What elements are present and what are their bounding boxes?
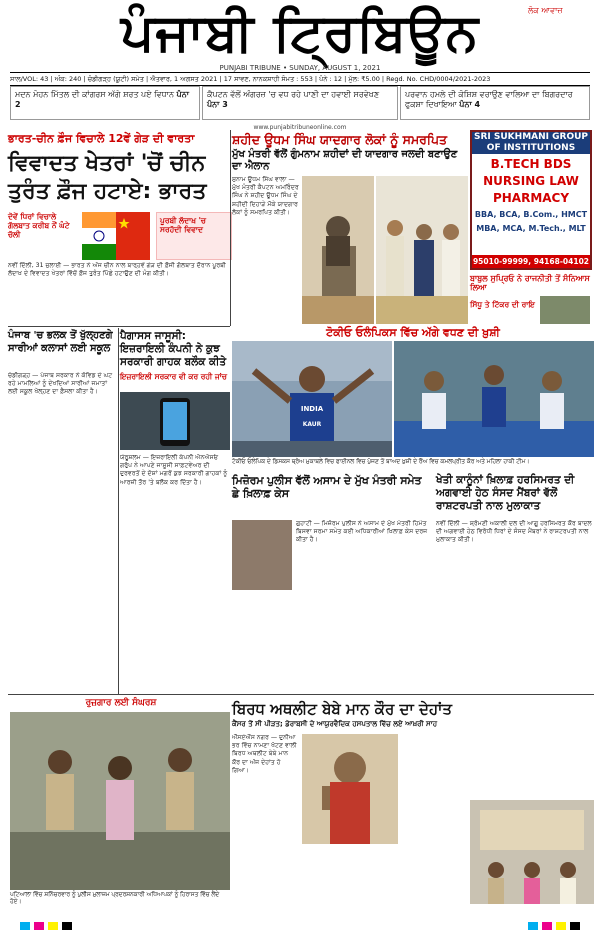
- teaser-3[interactable]: [400, 86, 590, 120]
- story4-headline[interactable]: ਪੈਗਾਸਸ ਜਾਸੂਸੀ: ਇਜ਼ਰਾਇਲੀ ਕੰਪਨੀ ਨੇ ਕੁਝ ਸਰਕਾਰੀ ਗਾਹਕ ਬਲੌਕ ਕੀਤੇ: [120, 330, 227, 368]
- website-url[interactable]: www.punjabitribuneonline.com: [253, 124, 347, 131]
- story8-headline[interactable]: ਬਿਰਧ ਅਥਲੀਟ ਬੇਬੇ ਮਾਨ ਕੌਰ ਦਾ ਦੇਹਾਂਤ: [232, 700, 452, 718]
- story8-body: ਐੱਸਏਐੱਸ ਨਗਰ — ਦੁਨੀਆ ਭਰ ਵਿੱਚ ਨਾਮਣਾ ਖੱਟਣ ਵਾਲੀ ਬਿਰਧ ਅਥਲੀਟ ਬੇਬੇ ਮਾਨ ਕੌਰ ਦਾ ਅੱਜ ਦੇਹਾਂਤ ਹੋ ਗਿਆ।: [232, 734, 297, 774]
- story1-highlight: ਦੋਵੇਂ ਧਿਰਾਂ ਵਿਚਾਲੇ ਗੱਲਬਾਤ ਕਰੀਬ ਨੌਂ ਘੰਟੇ ਚੱਲੀ: [8, 212, 70, 239]
- story8-subhead: ਕੈਂਸਰ ਤੋਂ ਸੀ ਪੀੜਤ; ਡੇਰਾਬਸੀ ਦੇ ਆਯੁਰਵੈਦਿਕ ਹਸਪਤਾਲ ਵਿੱਚ ਲਏ ਆਖ਼ਰੀ ਸਾਹ: [232, 720, 438, 728]
- mann-kaur-photo: [302, 734, 398, 844]
- column-rule: [230, 130, 231, 326]
- story3-body: ਚੰਡੀਗੜ੍ਹ — ਪੰਜਾਬ ਸਰਕਾਰ ਨੇ ਕੋਵਿਡ ਦੇ ਘਟ ਰਹੇ ਮਾਮਲਿਆਂ ਨੂੰ ਦੇਖਦਿਆਂ ਸਾਰੀਆਂ ਜਮਾਤਾਂ ਲਈ ਸਕੂਲ ਖੋਲ੍ਹਣ ਦਾ ਫ਼ੈਸਲਾ ਕੀਤਾ ਹੈ।: [8, 372, 113, 396]
- masthead-english-line: PUNJABI TRIBUNE • SUNDAY, AUGUST 1, 2021: [219, 64, 381, 72]
- story1-body: ਨਵੀਂ ਦਿੱਲੀ, 31 ਜੁਲਾਈ — ਭਾਰਤ ਨੇ ਅੱਜ ਚੀਨ ਨਾਲ ਬਾਰ੍ਹਵੇਂ ਗੇੜ ਦੀ ਫ਼ੌਜੀ ਗੱਲਬਾਤ ਦੌਰਾਨ ਪੂਰਬੀ ਲੱਦਾਖ਼ ਦੇ ਵਿਵਾਦਤ ਖੇਤਰਾਂ ਵਿੱਚੋਂ ਫ਼ੌਜ ਤੁਰੰਤ ਪਿੱਛੇ ਹਟਾਉਣ ਦੀ ਮੰਗ ਕੀਤੀ।: [8, 262, 226, 278]
- phone-photo: [120, 392, 230, 450]
- statue-photo: [302, 176, 374, 324]
- hockey-team-photo: [394, 341, 594, 457]
- story1-headline[interactable]: ਵਿਵਾਦਤ ਖੇਤਰਾਂ 'ਚੋਂ ਚੀਨ ਤੁਰੰਤ ਫ਼ੌਜ ਹਟਾਏ: ਭਾਰਤ: [8, 151, 207, 204]
- flags-image: [82, 212, 150, 260]
- babul-photo: [540, 296, 590, 324]
- protest-photo: [10, 712, 230, 890]
- story2-body: ਸੁਨਾਮ ਊਧਮ ਸਿੰਘ ਵਾਲਾ — ਮੁੱਖ ਮੰਤਰੀ ਕੈਪਟਨ ਅਮਰਿੰਦਰ ਸਿੰਘ ਨੇ ਸ਼ਹੀਦ ਊਧਮ ਸਿੰਘ ਦੇ ਸ਼ਹੀਦੀ ਦਿਹਾੜੇ ਮੌਕੇ ਯਾਦਗਾਰ ਲੋਕਾਂ ਨੂੰ ਸਮਰਪਿਤ ਕੀਤੀ।: [232, 176, 299, 216]
- ad-brand: SRI SUKHMANI GROUP OF INSTITUTIONS: [474, 132, 588, 153]
- teaser-text: ਕੈਪਟਨ ਵੱਲੋਂ ਅੰਗਰਜ਼ 'ਚ ਵਧ ਰਹੇ ਪਾਣੀ ਦਾ ਹਵਾਈ ਸਰਵੇਖਣ: [207, 90, 380, 99]
- color-registration-bar: [0, 922, 600, 930]
- masthead: [0, 0, 600, 72]
- jersey-name: KAUR: [302, 421, 322, 428]
- ad-line-3: PHARMACY: [492, 191, 570, 205]
- story5-body: ਗੁਹਾਟੀ — ਮਿਜ਼ੋਰਮ ਪੁਲੀਸ ਨੇ ਅਸਾਮ ਦੇ ਮੁੱਖ ਮੰਤਰੀ ਹਿਮੰਤ ਬਿਸਵਾ ਸਰਮਾ ਸਮੇਤ ਕਈ ਅਧਿਕਾਰੀਆਂ ਖ਼ਿਲਾਫ਼ ਕੇਸ ਦਰਜ ਕੀਤਾ ਹੈ।: [296, 520, 428, 544]
- ad-line-4: BBA, BCA, B.Com., HMCT: [474, 210, 588, 219]
- teaser-1[interactable]: [10, 86, 200, 120]
- side-story-kicker[interactable]: ਬਾਬੁਲ ਸੁਪ੍ਰਿਓ ਨੇ ਰਾਜਨੀਤੀ ਤੋਂ ਸੰਨਿਆਸ ਲਿਆ: [470, 274, 590, 292]
- edition-bar: ਸਾਲ/VOL: 43 | ਅੰਕ: 240 | ਚੰਡੀਗੜ੍ਹ (ਯੂਟੀ) ਸਮੇਤ | ਐਤਵਾਰ, 1 ਅਗਸਤ 2021 | 17 ਸਾਵਣ, ਨਾਨਕਸ਼ਾਹੀ ਸੰਮਤ : 553 | ਪੰਨੇ : 12 | ਮੁੱਲ: ₹5.00 | Regd. No. CHD/0004/2021-2023: [10, 72, 590, 86]
- section-rule: [8, 326, 230, 327]
- ad-line-1: B.TECH BDS: [490, 157, 572, 171]
- pink-note-text: ਪੂਰਬੀ ਲੱਦਾਖ਼ 'ਚ ਸਰਹੱਦੀ ਵਿਵਾਦ: [160, 216, 206, 234]
- assam-cm-photo: [232, 520, 292, 590]
- institute-ad[interactable]: [470, 130, 592, 270]
- teaser-page: ਪੰਨਾ 3: [207, 100, 228, 109]
- ceremony-photo: [376, 176, 468, 324]
- teaser-page: ਪੰਨਾ 2: [15, 90, 189, 109]
- ad-line-5: MBA, MCA, M.Tech., MLT: [476, 224, 586, 233]
- discus-athlete-photo: [232, 341, 392, 457]
- teaser-2[interactable]: [202, 86, 398, 120]
- india-flag-icon: [82, 212, 116, 260]
- ad-line-2: NURSING LAW: [483, 174, 579, 188]
- story6-headline[interactable]: ਖੇਤੀ ਕਾਨੂੰਨਾਂ ਖ਼ਿਲਾਫ਼ ਹਰਸਿਮਰਤ ਦੀ ਅਗਵਾਈ ਹੇਠ ਸੰਸਦ ਮੈਂਬਰਾਂ ਵੱਲੋਂ ਰਾਸ਼ਟਰਪਤੀ ਨਾਲ ਮੁਲਾਕਾਤ: [436, 474, 575, 512]
- story1-pink-note: [156, 212, 232, 260]
- side-story-label: ਸਿੱਧੂ ਤੇ ਟਿੱਕਰ ਦੀ ਰਾਇ: [470, 300, 535, 309]
- teaser-text: ਮਦਨ ਮੋਹਨ ਮਿੱਤਲ ਦੀ ਕਾਂਗਰਸ ਅੱਗੇ ਸ਼ਰਤ ਪਏ ਵਿਧਾਨ: [15, 90, 174, 99]
- section-rule: [8, 694, 594, 695]
- story2-subhead: ਮੁੱਖ ਮੰਤਰੀ ਵੱਲੋਂ ਗੁੰਮਨਾਮ ਸ਼ਹੀਦਾਂ ਦੀ ਯਾਦਗਾਰ ਜਲਦੀ ਬਣਾਉਣ ਦਾ ਐਲਾਨ: [232, 149, 458, 172]
- story5-headline[interactable]: ਮਿਜ਼ੋਰਮ ਪੁਲੀਸ ਵੱਲੋਂ ਅਸਾਮ ਦੇ ਮੁੱਖ ਮੰਤਰੀ ਸਮੇਤ ਛੇ ਖ਼ਿਲਾਫ਼ ਕੇਸ: [232, 474, 422, 500]
- olympics-banner: ਟੋਕੀਓ ਓਲੰਪਿਕਸ ਵਿੱਚ ਅੱਗੇ ਵਧਣ ਦੀ ਖ਼ੁਸ਼ੀ: [326, 326, 500, 339]
- masthead-tagline: ਲੋਕ ਆਵਾਜ਼: [528, 6, 563, 15]
- masthead-title: ਪੰਜਾਬੀ ਟ੍ਰਿਬਿਊਨ: [120, 2, 480, 63]
- china-flag-icon: [116, 212, 150, 260]
- story6-body: ਨਵੀਂ ਦਿੱਲੀ — ਸ਼੍ਰੋਮਣੀ ਅਕਾਲੀ ਦਲ ਦੀ ਆਗੂ ਹਰਸਿਮਰਤ ਕੌਰ ਬਾਦਲ ਦੀ ਅਗਵਾਈ ਹੇਠ ਵਿਰੋਧੀ ਧਿਰਾਂ ਦੇ ਸੰਸਦ ਮੈਂਬਰਾਂ ਨੇ ਰਾਸ਼ਟਰਪਤੀ ਨਾਲ ਮੁਲਾਕਾਤ ਕੀਤੀ।: [436, 520, 592, 544]
- olympics-caption: ਟੋਕੀਓ ਓਲੰਪਿਕ ਦੇ ਡਿਸਕਸ ਥ੍ਰੋਅ ਮੁਕਾਬਲੇ ਵਿਚ ਫਾਈਨਲ ਵਿਚ ਪੁੱਜਣ ਤੋਂ ਬਾਅਦ ਖ਼ੁਸ਼ੀ ਦੇ ਰੌਂਅ ਵਿਚ ਕਮਲਪ੍ਰੀਤ ਕੌਰ ਅਤੇ ਮਹਿਲਾ ਹਾਕੀ ਟੀਮ।: [232, 459, 530, 465]
- story2-headline[interactable]: ਸ਼ਹੀਦ ਊਧਮ ਸਿੰਘ ਯਾਦਗਾਰ ਲੋਕਾਂ ਨੂੰ ਸਮਰਪਿਤ: [232, 132, 448, 147]
- teaser-text: ਪਰਵਾਨ ਹਮਲੇ ਦੀ ਕੋਸ਼ਿਸ਼ ਵਰਾਉਣ ਵਾਲਿਆ ਦਾ ਬਿਗਰਦਾਰ ਫੁਕਸ਼ਾ ਦਿਖਾਇਆ: [405, 90, 573, 109]
- column-rule: [118, 328, 119, 694]
- parliament-photo: [470, 800, 594, 904]
- story3-headline[interactable]: ਪੰਜਾਬ 'ਚ ਭਲਕ ਤੋਂ ਖੁੱਲ੍ਹਣਗੇ ਸਾਰੀਆਂ ਕਲਾਸਾਂ ਲਈ ਸਕੂਲ: [8, 330, 113, 354]
- story1-kicker: ਭਾਰਤ-ਚੀਨ ਫ਼ੌਜ ਵਿਚਾਲੇ 12ਵੇਂ ਗੇੜ ਦੀ ਵਾਰਤਾ: [8, 132, 195, 145]
- story7-kicker: ਰੁਜ਼ਗਾਰ ਲਈ ਸੰਘਰਸ਼: [85, 698, 157, 708]
- teaser-page: ਪੰਨਾ 4: [459, 100, 481, 109]
- ad-phone: 95010-99999, 94168-04102: [472, 257, 590, 266]
- story7-caption: ਪਟਿਆਲਾ ਵਿੱਚ ਸ਼ਨਿੱਚਰਵਾਰ ਨੂੰ ਪੁਲੀਸ ਮੁਲਾਜ਼ਮ ਪ੍ਰਦਰਸ਼ਨਕਾਰੀ ਅਧਿਆਪਕਾਂ ਨੂੰ ਹਿਰਾਸਤ ਵਿੱਚ ਲੈਂਦੇ ਹੋਏ।: [10, 892, 220, 905]
- story4-highlight: ਇਜ਼ਰਾਇਲੀ ਸਰਕਾਰ ਵੀ ਕਰ ਰਹੀ ਜਾਂਚ: [120, 372, 227, 381]
- jersey-text: INDIA: [300, 405, 324, 413]
- story4-body: ਯੇਰੂਸ਼ਲਮ — ਇਜ਼ਰਾਇਲੀ ਕੰਪਨੀ ਐਨਐਸਓ ਗਰੁੱਪ ਨੇ ਆਪਣੇ ਜਾਸੂਸੀ ਸਾਫ਼ਟਵੇਅਰ ਦੀ ਦੁਰਵਰਤੋਂ ਦੇ ਦੋਸ਼ਾਂ ਮਗਰੋਂ ਕੁਝ ਸਰਕਾਰੀ ਗਾਹਕਾਂ ਨੂੰ ਆਰਜ਼ੀ ਤੌਰ 'ਤੇ ਬਲੌਕ ਕਰ ਦਿੱਤਾ ਹੈ।: [120, 454, 228, 486]
